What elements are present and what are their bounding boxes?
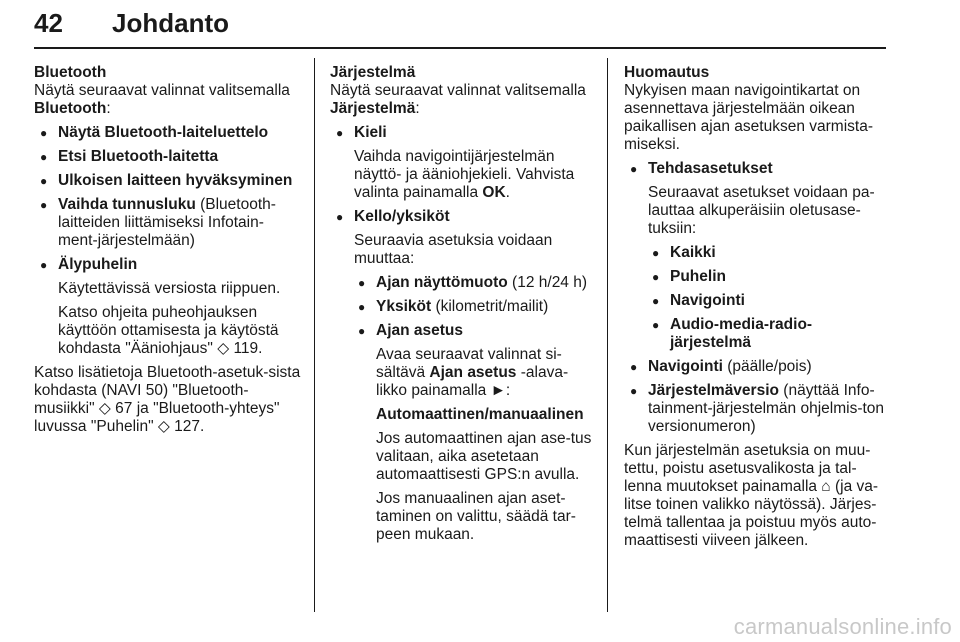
column-divider-2 bbox=[607, 58, 608, 612]
bluetooth-footer-text: Katso lisätietoja Bluetooth-asetuk-sista kohdasta (NAVI 50) "Bluetooth-musiikki" ◇ 67 ja "Bluetooth-yhteys" luvussa "Puhelin" ◇ 127. bbox=[34, 364, 301, 435]
list-item: ● Kello/yksiköt bbox=[330, 208, 598, 226]
column-system bbox=[330, 64, 598, 550]
auto-time-text: Jos automaattinen ajan ase-tus valitaan, aika asetetaan automaattisesti GPS:n avulla. bbox=[376, 430, 592, 483]
page-header bbox=[34, 4, 886, 48]
list-item: ● Etsi Bluetooth-laitetta bbox=[34, 148, 302, 166]
list-item: ● Tehdasasetukset bbox=[624, 160, 892, 178]
list-item: ● Navigointi bbox=[646, 292, 892, 310]
list-item: ● Järjestelmäversio (näyttää Info-tainment-järjestelmän ohjelmis-ton versionumeron) bbox=[624, 382, 892, 436]
list-item: ● Ajan asetus bbox=[352, 322, 598, 340]
auto-manual-label: Automaattinen/manuaalinen bbox=[376, 406, 584, 423]
page-title: Johdanto bbox=[112, 8, 229, 38]
note-heading: Huomautus bbox=[624, 64, 710, 81]
manual-time-text: Jos manuaalinen ajan aset-taminen on valittu, säädä tar-peen mukaan. bbox=[376, 490, 576, 543]
list-item: ● Audio-media-radio-järjestelmä bbox=[646, 316, 892, 352]
clock-text: Seuraavia asetuksia voidaan muuttaa: bbox=[354, 232, 553, 267]
column-system-continued bbox=[624, 64, 892, 556]
smartphone-text-2: Katso ohjeita puheohjauksen käyttöön ottamisesta ja käytöstä kohdasta "Ääniohjaus" ◇ 119. bbox=[58, 304, 279, 357]
column-divider-1 bbox=[314, 58, 315, 612]
list-item: ● Ajan näyttömuoto (12 h/24 h) bbox=[352, 274, 598, 292]
time-setting-text: Avaa seuraavat valinnat si-sältävä Ajan asetus -alava-likko painamalla ►: bbox=[376, 346, 569, 399]
home-icon: ⌂ bbox=[821, 478, 831, 495]
factory-text: Seuraavat asetukset voidaan pa-lauttaa alkuperäisiin oletusase-tuksiin: bbox=[648, 184, 875, 237]
list-item: ● Puhelin bbox=[646, 268, 892, 286]
header-rule bbox=[34, 47, 886, 49]
bluetooth-intro: Näytä seuraavat valinnat valitsemalla Bluetooth: bbox=[34, 82, 290, 117]
watermark: carmanualsonline.info bbox=[733, 614, 952, 639]
list-item: ● Ulkoisen laitteen hyväksyminen bbox=[34, 172, 302, 190]
closing-text: Kun järjestelmän asetuksia on muu-tettu, poistu asetusvalikosta ja tal-lenna muutokset painamalla ⌂ (ja va-litse toinen valikko näytössä). Järjes-telmä tallentaa ja poistuu myös auto-maattisesti viiveen jälkeen. bbox=[624, 442, 879, 549]
system-intro: Näytä seuraavat valinnat valitsemalla Järjestelmä: bbox=[330, 82, 586, 117]
list-item: ● Kieli bbox=[330, 124, 598, 142]
note-text: Nykyisen maan navigointikartat on asennettava järjestelmään oikean paikallisen ajan asetuksen varmista-miseksi. bbox=[624, 82, 873, 153]
column-bluetooth bbox=[34, 64, 302, 442]
list-item: ● Vaihda tunnusluku (Bluetooth-laitteiden liittämiseksi Infotain-ment-järjestelmään) bbox=[34, 196, 302, 250]
smartphone-text-1: Käytettävissä versiosta riippuen. bbox=[58, 280, 281, 297]
page-number: 42 bbox=[34, 8, 63, 38]
list-item: ● Navigointi (päälle/pois) bbox=[624, 358, 892, 376]
list-item: ● Yksiköt (kilometrit/mailit) bbox=[352, 298, 598, 316]
list-item: ● Kaikki bbox=[646, 244, 892, 262]
language-text: Vaihda navigointijärjestelmän näyttö- ja ääniohjekieli. Vahvista valinta painamalla OK. bbox=[354, 148, 575, 201]
list-item: ● Näytä Bluetooth-laiteluettelo bbox=[34, 124, 302, 142]
section-heading-system: Järjestelmä bbox=[330, 64, 416, 81]
section-heading-bluetooth: Bluetooth bbox=[34, 64, 107, 81]
list-item: ● Älypuhelin bbox=[34, 256, 302, 274]
